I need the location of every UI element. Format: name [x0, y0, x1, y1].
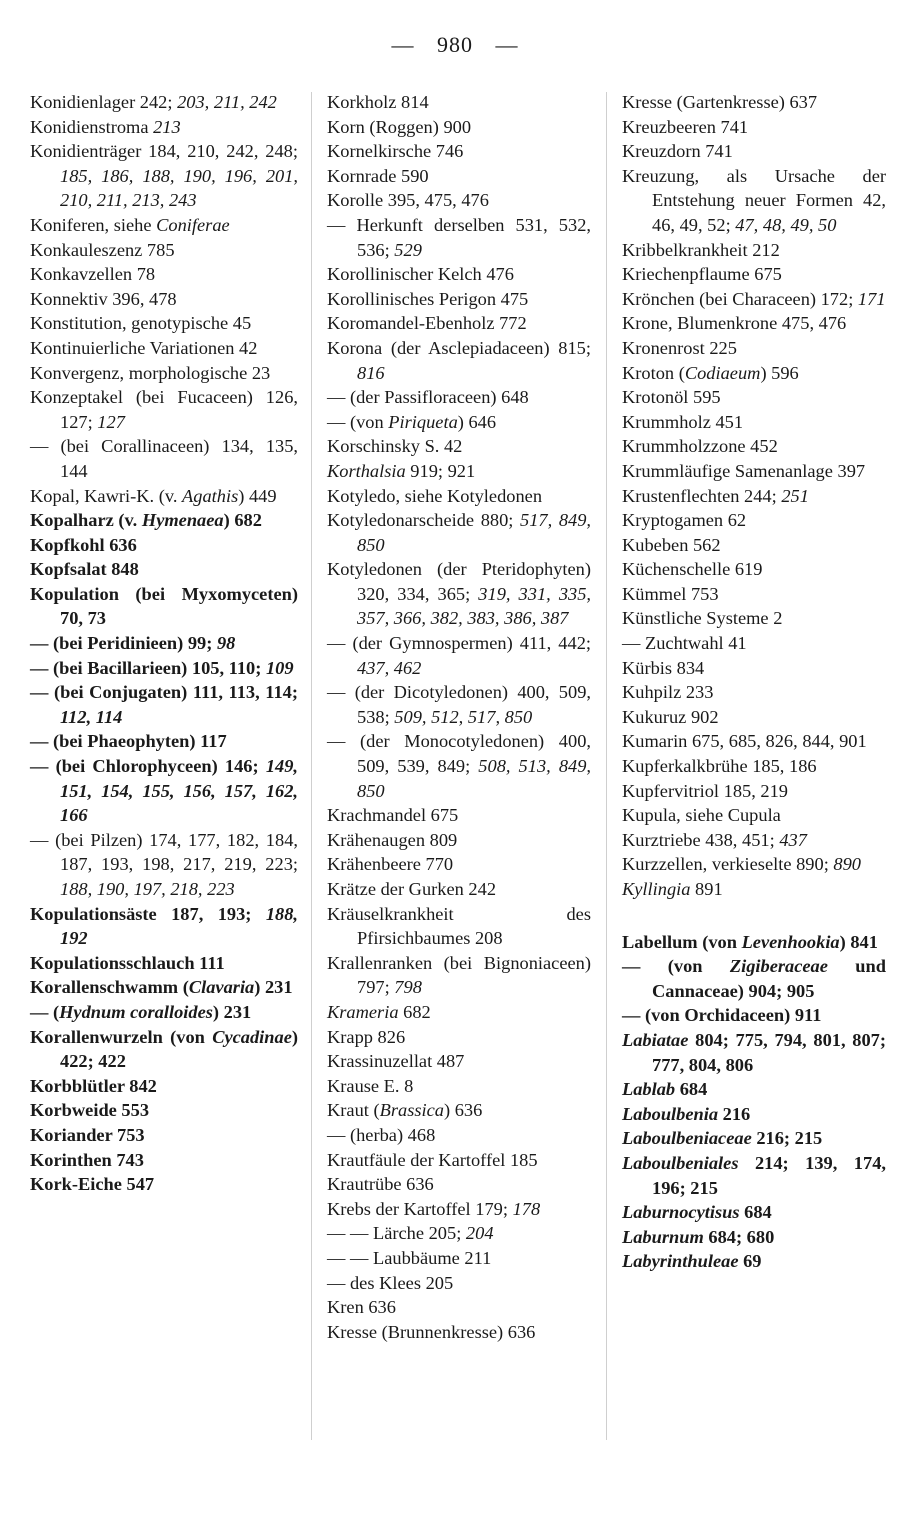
entry-text: Krause E. 8 — [327, 1075, 414, 1096]
index-column-2 — [327, 90, 591, 1344]
entry-italic: Brassica — [379, 1100, 444, 1121]
entry-text: Konvergenz, morphologische 23 — [30, 362, 271, 383]
index-entry — [327, 90, 591, 115]
index-entry — [622, 705, 886, 730]
index-entry — [622, 1249, 886, 1274]
entry-italic: 47, 48, 49, 50 — [735, 214, 837, 235]
entry-italic: Korthalsia — [327, 460, 406, 481]
index-entry — [327, 188, 591, 213]
index-entry — [327, 1271, 591, 1296]
entry-text: Krummläufige Samenanlage 397 — [622, 460, 866, 481]
entry-italic: 178 — [512, 1198, 541, 1219]
entry-text: Korschinsky S. 42 — [327, 436, 463, 457]
entry-italic: 109 — [265, 657, 294, 678]
entry-italic: Hymenaea — [141, 510, 224, 531]
entry-text: — Zuchtwahl 41 — [622, 633, 747, 654]
index-entry — [327, 680, 591, 729]
entry-after: und Cannaceae) 904; 905 — [652, 956, 886, 1001]
entry-italic: 816 — [357, 362, 385, 383]
index-entry — [30, 238, 298, 263]
entry-italic: Labyrinthuleae — [622, 1251, 739, 1272]
entry-italic: 127 — [97, 411, 125, 432]
entry-text: Kopfsalat 848 — [30, 559, 139, 580]
entry-text: Kotyledonarscheide 880; — [327, 510, 521, 531]
entry-text: Kotyledonen (der Pteridophyten) 320, 334, 365; — [327, 559, 591, 604]
index-entry — [327, 262, 591, 287]
entry-italic: Coniferae — [156, 214, 230, 235]
entry-after: ) 682 — [223, 510, 262, 531]
entry-italic: 437 — [779, 829, 807, 850]
entry-text: Kronenrost 225 — [622, 337, 737, 358]
index-entry — [622, 954, 886, 1003]
entry-italic: 890 — [833, 854, 861, 875]
index-entry — [622, 1028, 886, 1077]
index-entry — [622, 631, 886, 656]
entry-italic: Levenhookia — [741, 931, 840, 952]
entry-after: 216; 215 — [751, 1128, 823, 1149]
entry-italic: 319, 331, 335, 357, 366, 382, 383, 386, 387 — [357, 583, 591, 629]
entry-text: — — Laubbäume 211 — [327, 1247, 492, 1268]
header-dash-left: — — [391, 32, 415, 57]
index-entry — [30, 1074, 298, 1099]
entry-text: Kopfkohl 636 — [30, 534, 137, 555]
index-entry — [327, 803, 591, 828]
index-entry — [327, 213, 591, 262]
index-entry — [30, 828, 298, 902]
entry-text: Kribbelkrankheit 212 — [622, 239, 780, 260]
index-entry — [327, 877, 591, 902]
index-entry — [30, 139, 298, 213]
index-entry — [30, 582, 298, 631]
entry-text: Kriechenpflaume 675 — [622, 264, 782, 285]
entry-text: Kupfervitriol 185, 219 — [622, 780, 789, 801]
index-entry — [30, 1123, 298, 1148]
entry-text: Labellum (von — [622, 931, 742, 952]
entry-text: Kuhpilz 233 — [622, 682, 714, 703]
entry-after: 684; 680 — [703, 1226, 775, 1247]
entry-text: Krotonöl 595 — [622, 387, 721, 408]
entry-text: Kopulationsäste 187, 193; — [30, 903, 266, 924]
entry-text: Kurzzellen, verkieselte 890; — [622, 854, 834, 875]
entry-text: Korinthen 743 — [30, 1149, 144, 1170]
index-entry — [622, 803, 886, 828]
index-entry — [622, 336, 886, 361]
index-entry — [622, 90, 886, 115]
index-entry — [622, 287, 886, 312]
entry-text: Korallenwurzeln (von — [30, 1026, 213, 1047]
entry-text: Konkavzellen 78 — [30, 264, 156, 285]
entry-text: Konidienstroma — [30, 116, 154, 137]
index-entry — [327, 484, 591, 509]
entry-after: ) 636 — [443, 1100, 483, 1121]
entry-text: Kork-Eiche 547 — [30, 1174, 155, 1195]
entry-text: Kresse (Brunnenkresse) 636 — [327, 1321, 536, 1342]
entry-text: — (bei Chlorophyceen) 146; — [30, 756, 266, 777]
entry-text: Krummholzzone 452 — [622, 436, 778, 457]
entry-text: Kürbis 834 — [622, 657, 705, 678]
entry-text: Koriander 753 — [30, 1124, 145, 1145]
index-entry — [327, 139, 591, 164]
entry-after: 682 — [398, 1001, 431, 1022]
entry-text: — (der Gymnospermen) 411, 442; — [327, 633, 591, 654]
entry-after: 919; 921 — [405, 460, 476, 481]
entry-after: 684 — [675, 1079, 708, 1100]
entry-text: Kumarin 675, 685, 826, 844, 901 — [622, 731, 867, 752]
entry-italic: 204 — [465, 1223, 494, 1244]
entry-text: — (bei Corallinaceen) 134, 135, 144 — [30, 436, 298, 481]
index-entry — [30, 311, 298, 336]
entry-text: Kontinuierliche Variationen 42 — [30, 337, 258, 358]
entry-italic: Agathis — [182, 485, 239, 506]
entry-text: — (bei Bacillarieen) 105, 110; — [30, 657, 266, 678]
entry-after: ) 449 — [238, 485, 277, 506]
index-entry — [622, 1077, 886, 1102]
entry-after: 804; 775, 794, 801, 807; 777, 804, 806 — [652, 1029, 886, 1075]
entry-italic: Krameria — [327, 1001, 399, 1022]
entry-text: Kupula, siehe Cupula — [622, 805, 781, 826]
entry-after: ) 231 — [254, 977, 293, 998]
index-entry — [622, 877, 886, 902]
entry-text: Krustenflechten 244; — [622, 485, 782, 506]
index-entry — [622, 164, 886, 238]
entry-text: Korollinisches Perigon 475 — [327, 288, 529, 309]
index-entry — [622, 238, 886, 263]
index-entry — [622, 115, 886, 140]
index-entry — [622, 484, 886, 509]
entry-text: — (bei Pilzen) 174, 177, 182, 184, 187, 193, 198, 217, 219, 223; — [30, 829, 298, 875]
entry-italic: Codiaeum — [684, 362, 761, 383]
entry-text: Koniferen, siehe — [30, 214, 157, 235]
index-entry — [622, 1126, 886, 1151]
index-entry — [327, 1221, 591, 1246]
index-entry — [327, 902, 591, 951]
index-entry — [327, 1172, 591, 1197]
entry-after: ) 646 — [457, 411, 497, 432]
index-entry — [327, 1074, 591, 1099]
index-entry — [327, 1049, 591, 1074]
entry-text: Konkauleszenz 785 — [30, 239, 175, 260]
entry-text: Korbblütler 842 — [30, 1075, 157, 1096]
index-entry — [622, 852, 886, 877]
entry-text: — (bei Phaeophyten) 117 — [30, 731, 227, 752]
entry-italic: 437, 462 — [357, 657, 422, 678]
entry-italic: 98 — [216, 633, 236, 654]
entry-text: — (von — [327, 411, 389, 432]
entry-after: 891 — [690, 879, 723, 899]
entry-italic: 251 — [781, 485, 809, 506]
index-entry — [30, 557, 298, 582]
index-entry — [622, 754, 886, 779]
entry-italic: Laboulbeniales — [622, 1152, 739, 1173]
entry-italic: Laboulbeniaceae — [622, 1128, 752, 1149]
entry-italic: Laboulbenia — [622, 1103, 719, 1124]
index-entry — [30, 631, 298, 656]
entry-italic: Labiatae — [622, 1029, 689, 1050]
entry-text: Kukuruz 902 — [622, 706, 719, 727]
index-entry — [622, 361, 886, 386]
index-entry — [30, 262, 298, 287]
index-entry — [622, 385, 886, 410]
index-entry — [622, 262, 886, 287]
entry-text: Krassinuzellat 487 — [327, 1051, 465, 1072]
index-entry — [327, 410, 591, 435]
entry-italic: Piriqueta — [388, 411, 458, 432]
index-entry — [622, 930, 886, 955]
entry-text: — ( — [30, 1001, 60, 1022]
entry-text: Krebs der Kartoffel 179; — [327, 1198, 513, 1219]
index-entry — [30, 533, 298, 558]
entry-text: Korn (Roggen) 900 — [327, 116, 472, 137]
entry-italic: Zigiberaceae — [729, 956, 828, 977]
entry-text: Krapp 826 — [327, 1026, 406, 1047]
index-entry — [622, 1003, 886, 1028]
index-entry — [622, 1102, 886, 1127]
entry-text: Kreuzbeeren 741 — [622, 116, 749, 137]
entry-text: Krähenbeere 770 — [327, 854, 454, 875]
index-entry — [30, 508, 298, 533]
entry-text: Kren 636 — [327, 1297, 396, 1318]
entry-text: Kraut ( — [327, 1100, 380, 1121]
index-entry — [327, 852, 591, 877]
entry-text: — (bei Peridinieen) 99; — [30, 633, 217, 654]
index-entry — [622, 1151, 886, 1200]
index-entry — [327, 1000, 591, 1025]
index-entry — [30, 729, 298, 754]
page-header — [0, 32, 910, 58]
entry-italic: 798 — [394, 977, 422, 998]
index-entry — [622, 582, 886, 607]
entry-text: — des Klees 205 — [327, 1272, 454, 1293]
index-entry — [327, 1246, 591, 1271]
entry-italic: 188, 192 — [60, 903, 298, 949]
entry-after: ) 596 — [760, 362, 799, 383]
entry-text: Kryptogamen 62 — [622, 510, 747, 531]
entry-text: Korona (der Asclepiadaceen) 815; — [327, 337, 591, 358]
index-entry — [327, 115, 591, 140]
entry-after: 684 — [739, 1202, 772, 1223]
entry-text: Konnektiv 396, 478 — [30, 288, 177, 309]
entry-text: Kurztriebe 438, 451; — [622, 829, 780, 850]
entry-text: Kopulationsschlauch 111 — [30, 952, 225, 973]
entry-after: ) 231 — [212, 1001, 252, 1022]
entry-italic: 149, 151, 154, 155, 156, 157, 162, 166 — [60, 756, 298, 826]
index-entry — [327, 164, 591, 189]
entry-text: Kupferkalkbrühe 185, 186 — [622, 756, 817, 777]
index-entry — [622, 779, 886, 804]
entry-text: Küchenschelle 619 — [622, 559, 763, 580]
index-entry — [622, 533, 886, 558]
entry-text: Kopalharz (v. — [30, 510, 142, 531]
index-entry — [622, 656, 886, 681]
entry-text: Krönchen (bei Characeen) 172; — [622, 288, 858, 309]
index-entry — [622, 311, 886, 336]
index-entry — [30, 1098, 298, 1123]
index-entry — [327, 1320, 591, 1345]
index-entry — [30, 951, 298, 976]
entry-text: Koromandel-Ebenholz 772 — [327, 313, 527, 334]
entry-text: Krautrübe 636 — [327, 1174, 434, 1195]
column-divider-2 — [606, 92, 607, 1440]
index-entry — [30, 434, 298, 483]
entry-italic: 509, 512, 517, 850 — [394, 706, 533, 727]
index-entry — [327, 557, 591, 631]
entry-italic: 171 — [857, 288, 886, 309]
entry-after: 214; 139, 174, 196; 215 — [652, 1152, 886, 1198]
entry-after: ) 422; 422 — [60, 1026, 298, 1072]
entry-text: Kroton ( — [622, 362, 685, 383]
index-entry — [622, 729, 886, 754]
entry-text: Konzeptakel (bei Fucaceen) 126, 127; — [30, 387, 298, 432]
index-entry — [622, 1200, 886, 1225]
entry-italic: 203, 211, 242 — [177, 92, 277, 112]
index-entry — [327, 434, 591, 459]
index-entry — [327, 1098, 591, 1123]
section-gap — [622, 902, 886, 930]
index-entry — [327, 631, 591, 680]
entry-italic: Cycadinae — [212, 1026, 292, 1047]
entry-text: Kubeben 562 — [622, 534, 721, 555]
index-entry — [30, 975, 298, 1000]
index-entry — [30, 656, 298, 681]
entry-text: Kreuzung, als Ursache der Entstehung neuer Formen 42, 46, 49, 52; — [622, 165, 886, 235]
entry-after: 216 — [718, 1103, 751, 1124]
index-entry — [30, 902, 298, 951]
index-entry — [327, 1197, 591, 1222]
index-entry — [327, 459, 591, 484]
entry-text: Krone, Blumenkrone 475, 476 — [622, 313, 847, 334]
entry-italic: 185, 186, 188, 190, 196, 201, 210, 211, 213, 243 — [60, 165, 298, 211]
column-divider-1 — [311, 92, 312, 1440]
index-entry — [327, 1148, 591, 1173]
entry-italic: 529 — [394, 239, 422, 260]
index-entry — [30, 287, 298, 312]
entry-text: — (von Orchidaceen) 911 — [622, 1005, 822, 1026]
entry-italic: 213 — [153, 116, 181, 137]
entry-text: Kümmel 753 — [622, 583, 719, 604]
entry-italic: Hydnum coralloides — [59, 1001, 213, 1022]
index-entry — [30, 385, 298, 434]
entry-text: — (der Passifloraceen) 648 — [327, 387, 529, 408]
page-number: 980 — [437, 32, 473, 57]
entry-text: Krähenaugen 809 — [327, 829, 458, 850]
entry-text: Konstitution, genotypische 45 — [30, 313, 252, 334]
index-entry — [327, 508, 591, 557]
entry-text: Krallenranken (bei Bignoniaceen) 797; — [327, 952, 591, 998]
entry-italic: Clavaria — [188, 977, 255, 998]
entry-after: ) 841 — [839, 931, 878, 952]
entry-text: Kopulation (bei Myxomyceten) 70, 73 — [30, 583, 298, 629]
index-entry — [327, 385, 591, 410]
entry-text: Krautfäule der Kartoffel 185 — [327, 1149, 538, 1170]
index-entry — [30, 115, 298, 140]
entry-text: Krummholz 451 — [622, 411, 744, 432]
index-entry — [622, 459, 886, 484]
index-entry — [327, 336, 591, 385]
index-entry — [30, 680, 298, 729]
entry-italic: Laburnocytisus — [622, 1202, 740, 1223]
index-column-3 — [622, 90, 886, 1274]
index-entry — [327, 287, 591, 312]
index-entry — [30, 1000, 298, 1025]
entry-text: Korollinischer Kelch 476 — [327, 264, 514, 285]
index-entry — [327, 1025, 591, 1050]
index-entry — [622, 1225, 886, 1250]
index-entry — [327, 951, 591, 1000]
entry-text: — (bei Conjugaten) 111, 113, 114; — [30, 682, 298, 703]
entry-text: Korkholz 814 — [327, 92, 429, 112]
entry-text: Krachmandel 675 — [327, 805, 459, 826]
entry-text: Kotyledo, siehe Kotyledonen — [327, 485, 543, 506]
index-entry — [622, 680, 886, 705]
index-entry — [622, 410, 886, 435]
index-entry — [30, 361, 298, 386]
index-entry — [327, 1123, 591, 1148]
entry-text: — (von — [622, 956, 730, 977]
entry-text: Kornrade 590 — [327, 165, 429, 186]
entry-text: Konidienlager 242; — [30, 92, 178, 112]
entry-text: Kopal, Kawri-K. (v. — [30, 485, 183, 506]
index-entry — [30, 336, 298, 361]
entry-text: Korbweide 553 — [30, 1100, 150, 1121]
index-entry — [622, 606, 886, 631]
entry-italic: 517, 849, 850 — [357, 510, 592, 555]
entry-text: — (herba) 468 — [327, 1124, 436, 1145]
index-entry — [30, 1025, 298, 1074]
entry-italic: Lablab — [622, 1079, 676, 1100]
index-entry — [622, 508, 886, 533]
entry-text: — Herkunft derselben 531, 532, 536; — [327, 214, 591, 260]
entry-text: Korolle 395, 475, 476 — [327, 190, 489, 211]
entry-text: — (der Monocotyledonen) 400, 509, 539, 849; — [327, 731, 591, 777]
index-entry — [30, 1148, 298, 1173]
index-entry — [30, 484, 298, 509]
entry-text: Korallenschwamm ( — [30, 977, 189, 998]
entry-italic: 508, 513, 849, 850 — [357, 756, 591, 801]
entry-italic: 112, 114 — [60, 706, 123, 727]
entry-text: Kornelkirsche 746 — [327, 141, 464, 162]
entry-text: Kreuzdorn 741 — [622, 141, 733, 162]
entry-italic: Kyllingia — [622, 879, 691, 899]
index-entry — [622, 434, 886, 459]
index-entry — [327, 828, 591, 853]
entry-text: Konidienträger 184, 210, 242, 248; — [30, 141, 298, 162]
index-column-1 — [30, 90, 298, 1197]
index-entry — [327, 1295, 591, 1320]
entry-text: — — Lärche 205; — [327, 1223, 466, 1244]
index-entry — [622, 139, 886, 164]
header-dash-right: — — [495, 32, 519, 57]
index-entry — [327, 311, 591, 336]
entry-text: Krätze der Gurken 242 — [327, 879, 497, 899]
entry-after: 69 — [738, 1251, 762, 1272]
index-entry — [30, 90, 298, 115]
entry-italic: 188, 190, 197, 218, 223 — [60, 879, 235, 899]
index-entry — [30, 754, 298, 828]
entry-text: Kräuselkrankheit des Pfirsichbaumes 208 — [327, 903, 591, 949]
index-entry — [327, 729, 591, 803]
entry-text: Kresse (Gartenkresse) 637 — [622, 92, 818, 112]
index-entry — [30, 213, 298, 238]
entry-italic: Laburnum — [622, 1226, 704, 1247]
entry-text: — (der Dicotyledonen) 400, 509, 538; — [327, 682, 591, 727]
index-entry — [622, 828, 886, 853]
index-entry — [30, 1172, 298, 1197]
entry-text: Künstliche Systeme 2 — [622, 608, 783, 629]
index-entry — [622, 557, 886, 582]
